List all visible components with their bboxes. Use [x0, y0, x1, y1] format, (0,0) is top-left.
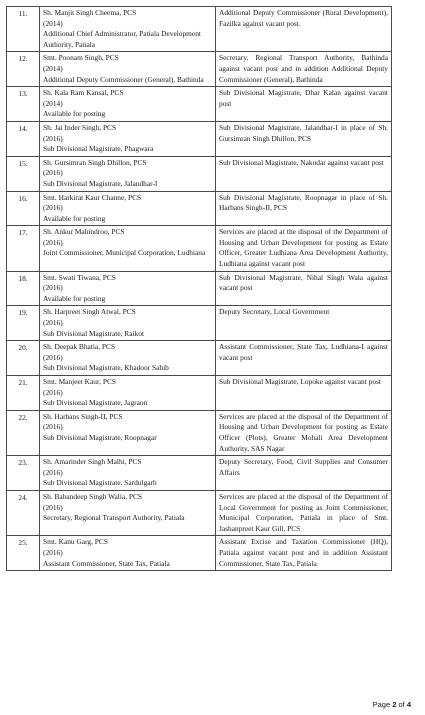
officer-cell [40, 376, 216, 411]
current-posting: Sub Divisional Magistrate, Sardulgarh [43, 478, 157, 488]
new-posting: Sub Divisional Magistrate, Lopoke against vacant post [216, 376, 392, 411]
serial-number: 11. [7, 7, 40, 52]
page-total: 4 [406, 700, 411, 709]
current-posting: Sub Divisional Magistrate, Jagraon [43, 398, 148, 408]
new-posting: Sub Divisional Magistrate, Jalandhar-I in place of Sh. Gursimran Singh Dhillon, PCS [216, 121, 392, 156]
current-posting: Joint Commissioner, Municipal Corporation, Ludhiana [43, 248, 206, 258]
officer-name: Sh. Jai Inder Singh, PCS [43, 122, 117, 132]
current-posting: Sub Divisional Magistrate, Raikot [43, 328, 144, 338]
table-body [7, 7, 392, 571]
table-row [7, 191, 392, 226]
new-posting: Services are placed at the disposal of the Department of Housing and Urban Development for posting as Estate Officer, Greater Ludhiana Area Development Authority, Ludhiana against vacant post [216, 226, 392, 271]
new-posting: Sub Divisional Magistrate, Dhar Kalan against vacant post [216, 87, 392, 122]
current-posting: Sub Divisional Magistrate, Phagwara [43, 144, 154, 154]
officer-batch: (2014) [43, 18, 63, 28]
officer-name: Sh. Amarinder Singh Malhi, PCS [43, 457, 142, 467]
officer-batch: (2016) [43, 387, 63, 397]
current-posting: Available for posting [43, 109, 106, 119]
officer-name: Sh. Harpreet Singh Atwal, PCS [43, 307, 136, 317]
officer-name: Sh. Gursimran Singh Dhillon, PCS [43, 157, 147, 167]
table-row [7, 271, 392, 306]
officer-cell [40, 156, 216, 191]
current-posting: Sub Divisional Magistrate, Jalandhar-I [43, 178, 158, 188]
officer-name: Sh. Deepak Bhatia, PCS [43, 342, 116, 352]
table-row [7, 490, 392, 535]
officer-name: Smt. Kanu Garg, PCS [43, 537, 108, 547]
current-posting: Additional Chief Administrator, Patiala Development Authority, Patiala [43, 29, 201, 49]
table-row [7, 410, 392, 455]
page-current: 2 [392, 700, 397, 709]
officer-batch: (2016) [43, 133, 63, 143]
new-posting: Assistant Excise and Taxation Commissioner (HQ), Patiala against vacant post and in addition Assistant Commissioner, State Tax, Patiala [216, 536, 392, 571]
officer-cell [40, 306, 216, 341]
officer-name: Sh. Kala Ram Kansal, PCS [43, 88, 124, 98]
serial-number: 16. [7, 191, 40, 226]
table-row [7, 341, 392, 376]
table-row [7, 52, 392, 87]
officer-batch: (2016) [43, 237, 63, 247]
officer-name: Sh. Manjit Singh Cheema, PCS [43, 8, 137, 17]
table-row [7, 226, 392, 271]
posting-orders-table [6, 6, 392, 571]
officer-batch: (2016) [43, 422, 63, 432]
table-row [7, 87, 392, 122]
serial-number: 22. [7, 410, 40, 455]
officer-cell [40, 191, 216, 226]
officer-batch: (2016) [43, 283, 63, 293]
officer-batch: (2016) [43, 352, 63, 362]
page-number [373, 700, 411, 709]
officer-batch: (2016) [43, 318, 63, 328]
table-row [7, 536, 392, 571]
serial-number: 13. [7, 87, 40, 122]
table-row [7, 306, 392, 341]
current-posting: Sub Divisional Magistrate, Khadoor Sahib [43, 363, 169, 373]
new-posting: Assistant Commissioner, State Tax, Ludhiana-I against vacant post [216, 341, 392, 376]
officer-batch: (2014) [43, 98, 63, 108]
officer-name: Sh. Babandeep Singh Walia, PCS [43, 491, 143, 501]
new-posting: Services are placed at the disposal of the Department of Local Government for posting as Joint Commissioner, Municipal Corporation, Patiala in place of Smt. Jashanpreet Kaur Gill, PCS [216, 490, 392, 535]
officer-batch: (2016) [43, 547, 63, 557]
officer-name: Smt. Manjeet Kaur, PCS [43, 377, 116, 386]
serial-number: 21. [7, 376, 40, 411]
officer-cell [40, 456, 216, 491]
table-row [7, 156, 392, 191]
table-row [7, 376, 392, 411]
officer-batch: (2016) [43, 203, 63, 213]
current-posting: Secretary, Regional Transport Authority, Patiala [43, 513, 185, 523]
officer-name: Smt. Swati Tiwana, PCS [43, 272, 116, 282]
new-posting: Additional Deputy Commissioner (Rural Development), Fazilka against vacant post. [216, 7, 392, 52]
officer-cell [40, 226, 216, 271]
new-posting: Secretary, Regional Transport Authority, Bathinda against vacant post and in addition Additional Deputy Commissioner (General), Bathinda [216, 52, 392, 87]
table-row [7, 456, 392, 491]
officer-name: Sh. Ankur Mahindroo, PCS [43, 227, 125, 237]
table-row [7, 7, 392, 52]
serial-number: 17. [7, 226, 40, 271]
officer-name: Smt. Harkirat Kaur Channe, PCS [43, 192, 142, 202]
serial-number: 25. [7, 536, 40, 571]
officer-batch: (2016) [43, 168, 63, 178]
officer-cell [40, 490, 216, 535]
serial-number: 14. [7, 121, 40, 156]
serial-number: 18. [7, 271, 40, 306]
officer-cell [40, 341, 216, 376]
current-posting: Additional Deputy Commissioner (General), Bathinda [43, 74, 204, 84]
serial-number: 12. [7, 52, 40, 87]
officer-cell [40, 536, 216, 571]
officer-cell [40, 87, 216, 122]
officer-cell [40, 7, 216, 52]
new-posting: Sub Divisional Magistrate, Nihal Singh Wala against vacant post [216, 271, 392, 306]
officer-cell [40, 410, 216, 455]
officer-batch: (2016) [43, 467, 63, 477]
current-posting: Available for posting [43, 213, 106, 223]
current-posting: Available for posting [43, 293, 106, 303]
serial-number: 20. [7, 341, 40, 376]
serial-number: 24. [7, 490, 40, 535]
current-posting: Assistant Commissioner, State Tax, Patiala [43, 558, 170, 568]
serial-number: 23. [7, 456, 40, 491]
officer-cell [40, 52, 216, 87]
current-posting: Sub Divisional Magistrate, Roopnagar [43, 432, 157, 442]
new-posting: Sub Divisional Magistrate, Roopnagar in place of Sh. Harbans Singh-II, PCS [216, 191, 392, 226]
serial-number: 15. [7, 156, 40, 191]
page-of: of [396, 700, 407, 709]
table-row [7, 121, 392, 156]
officer-name: Sh. Harbans Singh-II, PCS [43, 411, 123, 421]
officer-cell [40, 121, 216, 156]
page-prefix: Page [372, 700, 393, 709]
new-posting: Services are placed at the disposal of the Department of Housing and Urban Development for posting as Estate Officer (Plots), Greater Mohali Area Development Authority, SAS Nagar [216, 410, 392, 455]
serial-number: 19. [7, 306, 40, 341]
officer-batch: (2016) [43, 502, 63, 512]
officer-cell [40, 271, 216, 306]
new-posting: Sub Divisional Magistrate, Nakodar against vacant post [216, 156, 392, 191]
officer-batch: (2014) [43, 63, 63, 73]
officer-name: Smt. Poonam Singh, PCS [43, 53, 119, 63]
new-posting: Deputy Secretary, Local Government [216, 306, 392, 341]
new-posting: Deputy Secretary, Food, Civil Supplies and Consumer Affairs [216, 456, 392, 491]
